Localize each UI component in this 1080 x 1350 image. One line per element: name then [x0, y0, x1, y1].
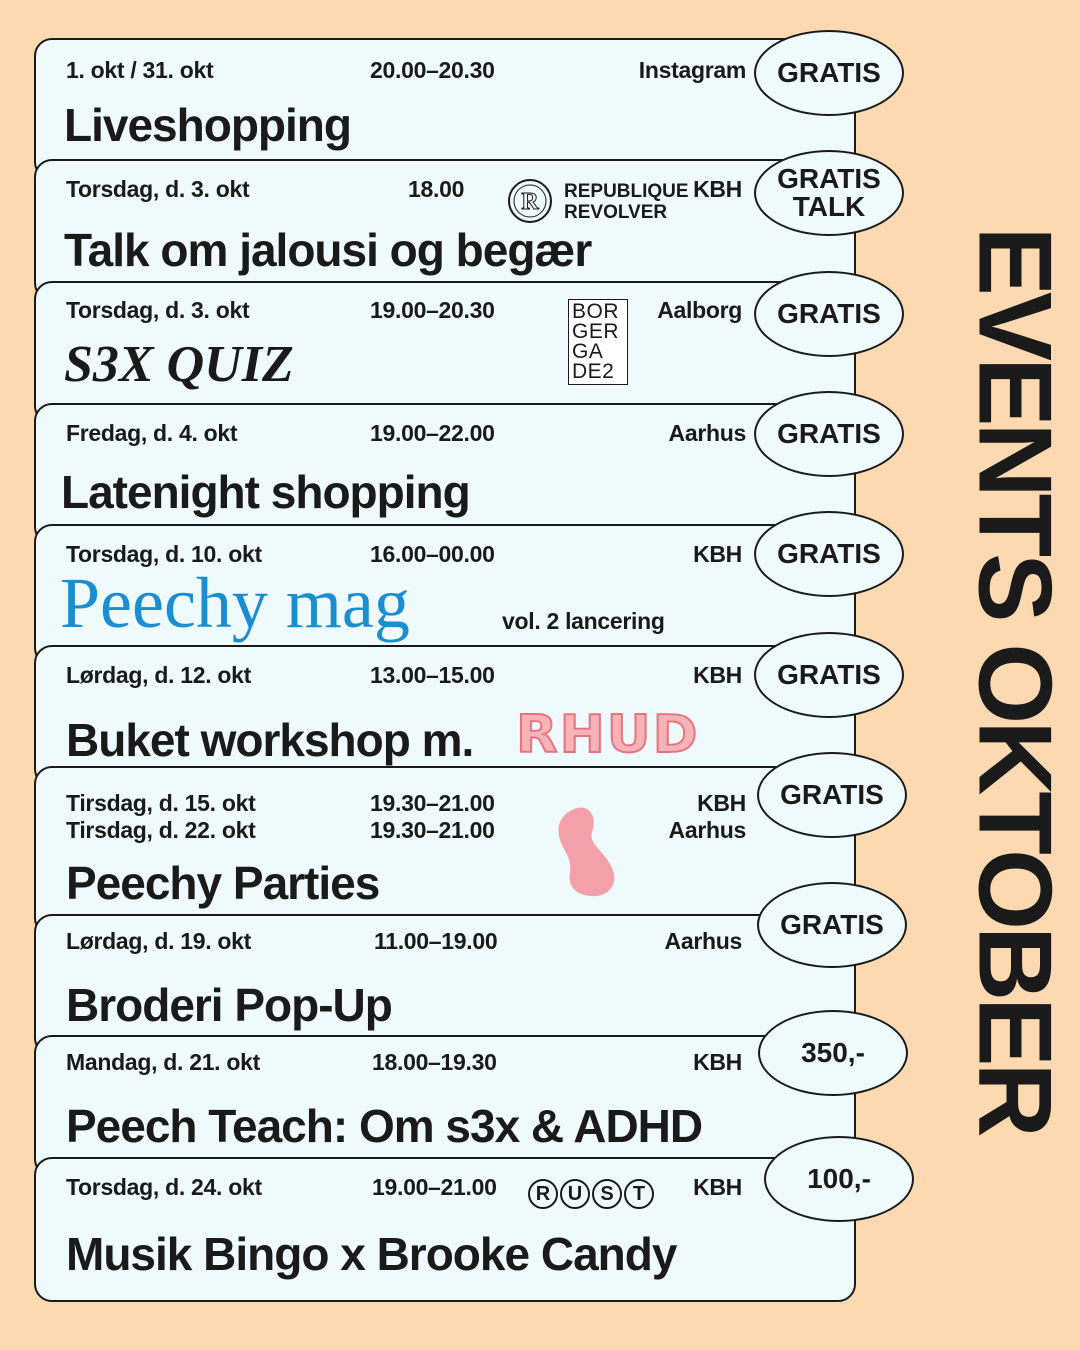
event-date: Fredag, d. 4. okt	[66, 420, 238, 446]
event-card[interactable]	[34, 159, 856, 301]
price-badge: GRATIS	[754, 30, 904, 116]
event-location: KBH	[693, 1174, 742, 1200]
event-date: Torsdag, d. 10. okt	[66, 541, 262, 567]
event-time-2: 19.30–21.00	[370, 817, 495, 843]
event-card[interactable]	[34, 1035, 856, 1177]
logo-line: GER	[572, 320, 620, 343]
page-title-text: EVENTS OKTOBER	[957, 226, 1073, 1134]
event-time: 19.00–21.00	[372, 1174, 497, 1200]
event-subtitle: vol. 2 lancering	[502, 608, 665, 634]
event-time: 20.00–20.30	[370, 57, 495, 83]
event-location: Instagram	[638, 57, 746, 83]
event-title: Peech Teach: Om s3x & ADHD	[66, 1100, 703, 1152]
event-location: Aarhus	[664, 928, 742, 954]
event-title: Peechy mag	[60, 563, 410, 643]
logo-line: REVOLVER	[564, 202, 668, 223]
event-date: Torsdag, d. 24. okt	[66, 1174, 262, 1200]
event-date: Torsdag, d. 3. okt	[66, 297, 250, 323]
pink-peach-shape-icon	[552, 802, 632, 902]
republique-revolver-logo	[506, 177, 689, 223]
event-title: Peechy Parties	[66, 857, 380, 909]
price-badge: GRATIS TALK	[754, 150, 904, 236]
event-title: Musik Bingo x Brooke Candy	[66, 1228, 677, 1280]
price-badge: GRATIS	[754, 511, 904, 597]
price-badge: 100,-	[764, 1136, 914, 1222]
event-time: 19.00–22.00	[370, 420, 495, 446]
event-location: KBH	[693, 176, 742, 202]
page-title	[957, 160, 1073, 1200]
logo-line: BOR	[572, 300, 620, 323]
price-badge: GRATIS	[754, 632, 904, 718]
rust-letter: R	[528, 1179, 558, 1209]
logo-line: DE2	[572, 360, 615, 383]
event-card[interactable]	[34, 766, 856, 936]
event-location: KBH	[693, 662, 742, 688]
event-time: 19.30–21.00	[370, 790, 495, 816]
logo-line: REPUBLIQUE	[564, 181, 689, 202]
republique-emblem-icon	[506, 177, 554, 225]
event-date-2: Tirsdag, d. 22. okt	[66, 817, 256, 843]
price-badge: GRATIS	[757, 882, 907, 968]
price-badge: GRATIS	[754, 271, 904, 357]
event-time: 19.00–20.30	[370, 297, 495, 323]
event-time: 16.00–00.00	[370, 541, 495, 567]
event-date: Tirsdag, d. 15. okt	[66, 790, 256, 816]
event-title: Talk om jalousi og begær	[64, 224, 592, 276]
price-badge: 350,-	[758, 1010, 908, 1096]
event-date: Lørdag, d. 19. okt	[66, 928, 252, 954]
svg-text:R: R	[521, 189, 539, 215]
event-time: 18.00–19.30	[372, 1049, 497, 1075]
rust-letter: T	[624, 1179, 654, 1209]
logo-line: GA	[572, 340, 604, 363]
rust-letter: U	[560, 1179, 590, 1209]
event-location: KBH	[697, 790, 746, 816]
event-time: 18.00	[408, 176, 465, 202]
event-title: Buket workshop m.	[66, 714, 474, 766]
event-date: 1. okt / 31. okt	[66, 57, 214, 83]
event-card[interactable]	[34, 1157, 856, 1302]
rust-logo	[528, 1179, 654, 1209]
rhud-logo: RHUD	[516, 704, 700, 765]
event-date: Mandag, d. 21. okt	[66, 1049, 260, 1075]
event-location: Aarhus	[668, 420, 746, 446]
event-date: Lørdag, d. 12. okt	[66, 662, 252, 688]
price-badge: GRATIS	[757, 752, 907, 838]
event-title: Latenight shopping	[61, 466, 470, 518]
event-title: S3X QUIZ	[64, 336, 294, 393]
event-time: 11.00–19.00	[374, 928, 498, 954]
event-location: KBH	[693, 541, 742, 567]
rust-letter: S	[592, 1179, 622, 1209]
borgergade2-logo	[568, 299, 628, 385]
price-badge: GRATIS	[754, 391, 904, 477]
event-title: Broderi Pop-Up	[66, 979, 392, 1031]
event-location-2: Aarhus	[668, 817, 746, 843]
event-location: KBH	[693, 1049, 742, 1075]
event-date: Torsdag, d. 3. okt	[66, 176, 250, 202]
event-location: Aalborg	[657, 297, 742, 323]
event-time: 13.00–15.00	[370, 662, 495, 688]
event-title: Liveshopping	[64, 99, 351, 151]
